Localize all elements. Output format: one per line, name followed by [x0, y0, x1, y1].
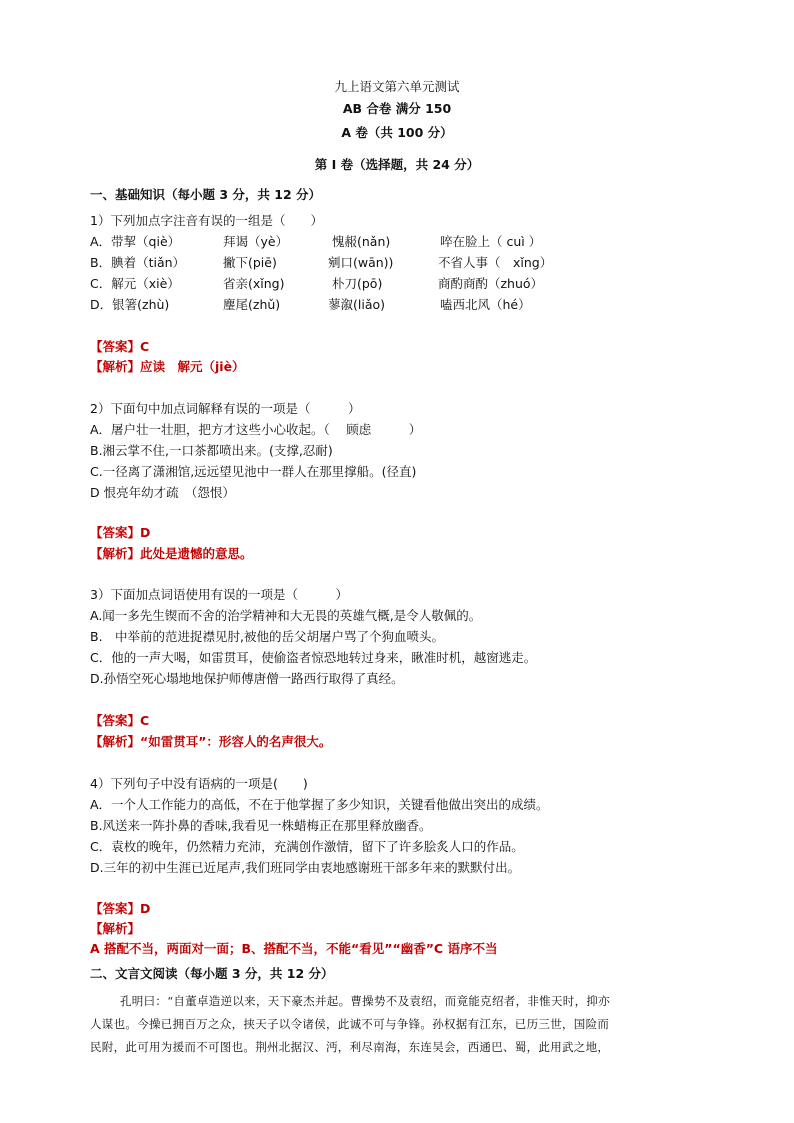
q1-c-2: 省亲(xǐng): [223, 276, 285, 291]
part-title: 第 I 卷（选择题，共 24 分）: [314, 157, 480, 172]
q4-answer: 【答案】D: [90, 901, 151, 916]
q4-stem: 4）下列句子中没有语病的一项是( ): [90, 776, 308, 791]
q2-option-b: B.湘云掌不住,一口茶都喷出来。(支撑,忍耐): [90, 443, 333, 458]
q1-b-3: 剜口(wān)): [328, 255, 394, 270]
exam-title: 九上语文第六单元测试: [334, 79, 460, 94]
passage-line-2: 人谋也。今操已拥百万之众，挟天子以令诸侯，此诚不可与争锋。孙权据有江东，已历三世，国险而: [90, 1017, 610, 1031]
q4-option-c: C．袁枚的晚年，仍然精力充沛，充满创作激情，留下了许多脍炙人口的作品。: [90, 839, 524, 854]
q1-c-4: 商酌商酌（zhuó）: [438, 276, 544, 291]
q1-c-1: C．解元（xiè）: [90, 276, 180, 291]
q3-option-b: B. 中举前的范进捉襟见肘,被他的岳父胡屠户骂了个狗血喷头。: [90, 629, 445, 644]
volume-title: A 卷（共 100 分）: [341, 125, 453, 140]
q1-d-2: 麈尾(zhǔ): [223, 297, 281, 312]
q3-stem: 3）下面加点词语使用有误的一项是（ ）: [90, 587, 348, 602]
q3-option-a: A.闻一多先生锲而不舍的治学精神和大无畏的英雄气概,是令人敬佩的。: [90, 608, 482, 623]
section-1-heading: 一、基础知识（每小题 3 分，共 12 分）: [90, 187, 322, 202]
q4-analysis: 【解析】: [90, 921, 141, 936]
q4-option-b: B.风送来一阵扑鼻的香味,我看见一株蜡梅正在那里释放幽香。: [90, 818, 432, 833]
q1-answer: 【答案】C: [90, 339, 150, 354]
q1-stem: 1）下列加点字注音有误的一组是（ ）: [90, 213, 323, 228]
q2-option-c: C.一径离了潇湘馆,远远望见池中一群人在那里撑船。(径直): [90, 464, 417, 479]
q1-d-4: 嗑西北风（hé）: [440, 297, 531, 312]
q3-option-d: D.孙悟空死心塌地地保护师傅唐僧一路西行取得了真经。: [90, 671, 404, 686]
q2-option-a: A．屠户壮一壮胆，把方才这些小心收起。（ 顾虑 ）: [90, 422, 422, 437]
q3-answer: 【答案】C: [90, 713, 150, 728]
passage-line-3: 民附，此可用为援而不可图也。荆州北据汉、沔，利尽南海，东连吴会，西通巴、蜀，此用武之地，: [90, 1040, 610, 1054]
q1-a-2: 拜谒（yè）: [223, 234, 289, 249]
passage-line-1: 孔明曰：“自董卓造逆以来，天下豪杰并起。曹操势不及袁绍，而竟能克绍者，非惟天时，抑亦: [120, 994, 610, 1008]
q4-analysis-detail: A 搭配不当，两面对一面；B、搭配不当，不能“看见”“幽香”C 语序不当: [90, 941, 498, 956]
q1-d-3: 蓼溆(liǎo): [328, 297, 386, 312]
q1-b-2: 撇下(piē): [223, 255, 277, 270]
q2-stem: 2）下面句中加点词解释有误的一项是（ ）: [90, 401, 361, 416]
q1-b-4: 不省人事（ xǐng）: [438, 255, 553, 270]
q4-option-a: A．一个人工作能力的高低，不在于他掌握了多少知识，关键看他做出突出的成绩。: [90, 797, 549, 812]
q2-answer: 【答案】D: [90, 525, 151, 540]
q1-b-1: B．腆着（tiǎn）: [90, 255, 186, 270]
q1-d-1: D．银箸(zhù): [90, 297, 170, 312]
exam-subtitle: AB 合卷 满分 150: [342, 101, 452, 116]
q2-analysis: 【解析】此处是遗憾的意思。: [90, 546, 253, 561]
q1-a-3: 愧赧(nǎn): [332, 234, 391, 249]
q3-analysis: 【解析】“如雷贯耳”：形容人的名声很大。: [90, 734, 332, 749]
q1-c-3: 朴刀(pō): [332, 276, 383, 291]
q2-option-d: D 恨亮年幼才疏 （怨恨）: [90, 485, 235, 500]
q4-option-d: D.三年的初中生涯已近尾声,我们班同学由衷地感谢班干部多年来的默默付出。: [90, 860, 521, 875]
q1-a-4: 啐在脸上（ cuì ）: [440, 234, 542, 249]
q1-analysis: 【解析】应读 解元（jiè）: [90, 359, 245, 374]
q1-a-1: A．带挈（qiè）: [90, 234, 181, 249]
section-2-heading: 二、文言文阅读（每小题 3 分，共 12 分）: [90, 966, 334, 981]
q3-option-c: C．他的一声大喝，如雷贯耳，使偷盗者惊恐地转过身来，瞅准时机，越窗逃走。: [90, 650, 537, 665]
